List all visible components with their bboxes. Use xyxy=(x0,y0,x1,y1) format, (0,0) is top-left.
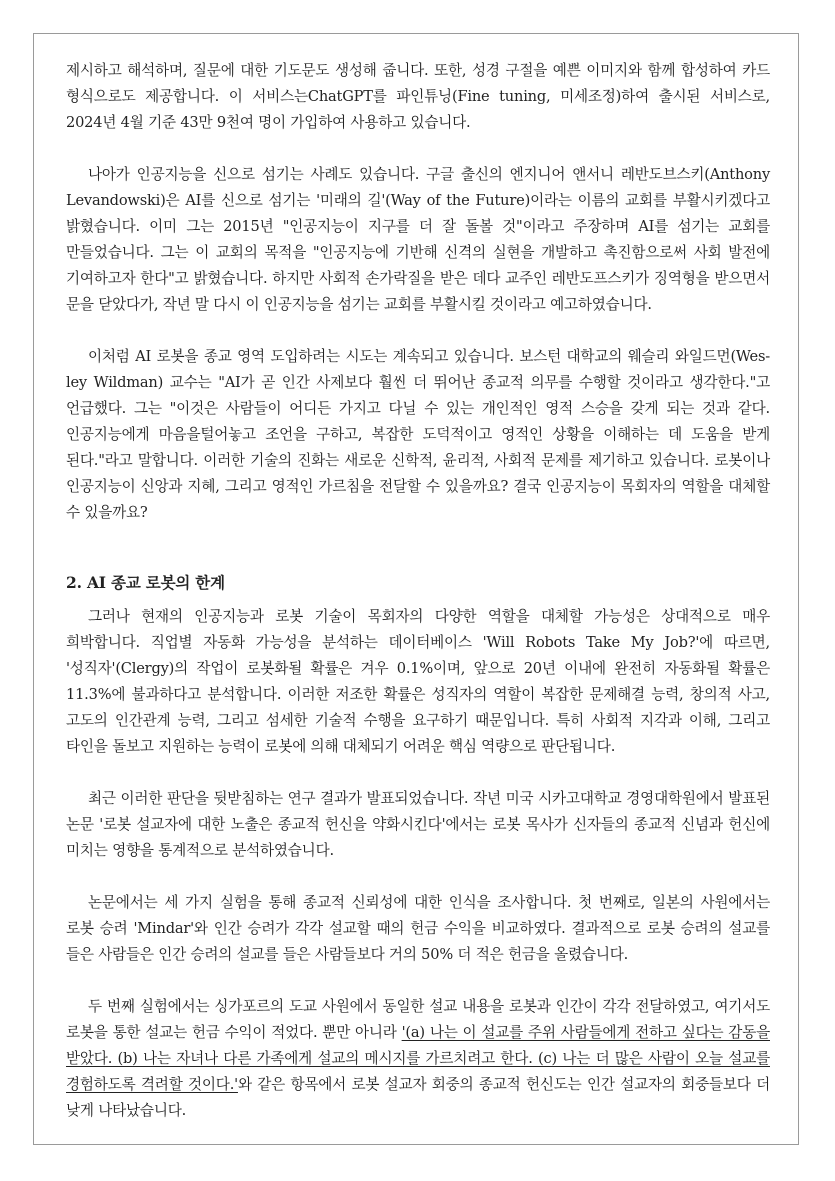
paragraph-levandowski: 나아가 인공지능을 신으로 섬기는 사례도 있습니다. 구글 출신의 엔지니어 앤서니 레반도브스키(Anthony Levandowski)은 AI를 신으로 섬기는 '미래의 길'(Way of the Future)이라는 이름의 교회를 부활시키겠다고 밝혔습니다. 이미 그는 2015년 "인공지능이 지구를 더 잘 돌볼 것"이라고 주장하며 AI를 섬기는 교회를 만들었습니다. 그는 이 교회의 목적을 "인공지능에 기반해 신격의 실현을 개발하고 촉진함으로써 사회 발전에 기여하고자 한다"고 밝혔습니다. 하지만 사회적 손가락질을 받은 데다 교주인 레반도프스키가 징역형을 받으면서 문을 닫았다가, 작년 말 다시 이 인공지능을 섬기는 교회를 부활시킬 것이라고 예고하였습니다. xyxy=(66,166,770,313)
document-body xyxy=(66,58,770,1124)
experiment-two-text: 두 번째 실험에서는 싱가포르의 도교 사원에서 동일한 설교 내용을 로봇과 인간이 각각 전달하였고, 여기서도 로봇을 통한 설교는 헌금 수익이 적었다. 뿐만 아니라 xyxy=(66,998,770,1041)
paragraph-experiment-two xyxy=(66,994,770,1124)
paragraph-intro: 제시하고 해석하며, 질문에 대한 기도문도 생성해 줍니다. 또한, 성경 구절을 예쁜 이미지와 함께 합성하여 카드 형식으로도 제공합니다. 이 서비스는ChatGPT를 파인튜닝(Fine tuning, 미세조정)하여 출시된 서비스로, 2024년 4월 기준 43만 9천여 명이 가입하여 사용하고 있습니다. xyxy=(66,62,770,131)
paragraph-automation: 그러나 현재의 인공지능과 로봇 기술이 목회자의 다양한 역할을 대체할 가능성은 상대적으로 매우 희박합니다. 직업별 자동화 가능성을 분석하는 데이터베이스 'Will Robots Take My Job?'에 따르면, '성직자'(Clergy)의 작업이 로봇화될 확률은 겨우 0.1%이며, 앞으로 20년 이내에 완전히 자동화될 확률은 11.3%에 불과하다고 분석합니다. 이러한 저조한 확률은 성직자의 역할이 복잡한 문제해결 능력, 창의적 사고, 고도의 인간관계 능력, 그리고 섬세한 기술적 수행을 요구하기 때문입니다. 특히 사회적 지각과 이해, 그리고 타인을 돌보고 지원하는 능력이 로봇에 의해 대체되기 어려운 핵심 역량으로 판단됩니다. xyxy=(66,608,770,755)
paragraph-experiment-one: 논문에서는 세 가지 실험을 통해 종교적 신뢰성에 대한 인식을 조사합니다. 첫 번째로, 일본의 사원에서는 로봇 승려 'Mindar'와 인간 승려가 각각 설교할 때의 헌금 수익을 비교하였다. 결과적으로 로봇 승려의 설교를 들은 사람들은 인간 승려의 설교를 들은 사람들보다 거의 50% 더 적은 헌금을 올렸습니다. xyxy=(66,894,770,963)
underlined-survey-items: '(a) 나는 이 설교를 주위 사람들에게 전하고 싶다는 감동을 받았다. (b) 나는 자녀나 다른 가족에게 설교의 메시지를 가르치려고 한다. (c) 나는 더 많은 사람이 오늘 설교를 경험하도록 격려할 것이다.' xyxy=(66,1024,770,1093)
section-heading: 2. AI 종교 로봇의 한계 xyxy=(66,573,225,592)
paragraph-wildman: 이처럼 AI 로봇을 종교 영역 도입하려는 시도는 계속되고 있습니다. 보스턴 대학교의 웨슬리 와일드먼(Wes-ley Wildman) 교수는 "AI가 곧 인간 사제보다 훨씬 더 뛰어난 종교적 의무를 수행할 것이라고 생각한다."고 언급했다. 그는 "이것은 사람들이 어디든 가지고 다닐 수 있는 개인적인 영적 스승을 갖게 되는 것과 같다. 인공지능에게 마음을털어놓고 조언을 구하고, 복잡한 도덕적이고 영적인 상황을 이해하는 데 도움을 받게 된다."라고 말합니다. 이러한 기술의 진화는 새로운 신학적, 윤리적, 사회적 문제를 제기하고 있습니다. 로봇이나 인공지능이 신앙과 지혜, 그리고 영적인 가르침을 전달할 수 있을까요? 결국 인공지능이 목회자의 역할을 대체할 수 있을까요? xyxy=(66,348,770,521)
paragraph-chicago-study: 최근 이러한 판단을 뒷받침하는 연구 결과가 발표되었습니다. 작년 미국 시카고대학교 경영대학원에서 발표된 논문 '로봇 설교자에 대한 노출은 종교적 헌신을 약화시킨다'에서는 로봇 목사가 신자들의 종교적 신념과 헌신에 미치는 영향을 통계적으로 분석하였습니다. xyxy=(66,790,770,859)
experiment-two-conclusion: 와 같은 항목에서 로봇 설교자 회중의 종교적 헌신도는 인간 설교자의 회중들보다 더 낮게 나타났습니다. xyxy=(66,1076,770,1119)
